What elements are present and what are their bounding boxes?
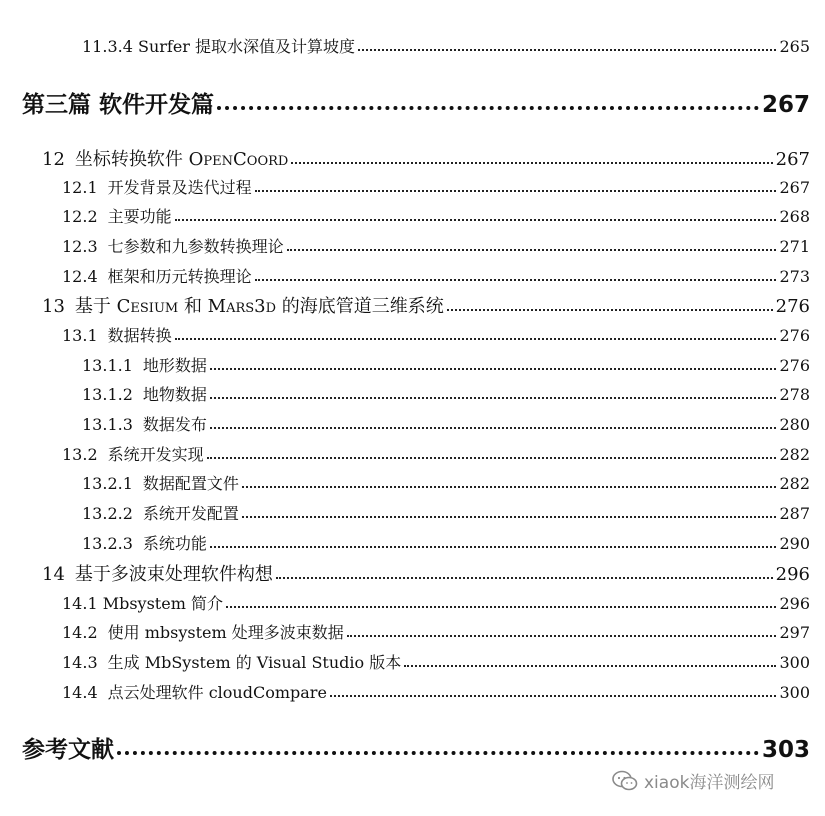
toc-entry-number: 12.1 — [62, 178, 98, 197]
toc-entry-title — [82, 34, 355, 57]
toc-entry-page: 273 — [779, 267, 810, 286]
toc-entry-number: 12 — [42, 149, 65, 170]
toc-references[interactable] — [22, 731, 810, 764]
toc-entry-number: 11.3.4 — [82, 37, 133, 56]
toc-subsection-13-1-3[interactable] — [82, 412, 810, 435]
toc-entry-title-text: 基于 — [74, 296, 117, 317]
toc-subsection-13-1-2[interactable] — [82, 382, 810, 405]
toc-entry-title: 生成 MbSystem 的 Visual Studio 版本 — [107, 653, 402, 672]
toc-entry-page: 267 — [761, 92, 810, 118]
toc-entry-number: 14 — [42, 564, 65, 585]
toc-entry-page: 297 — [779, 623, 810, 642]
dot-leader — [117, 749, 759, 755]
toc-subsection-13-2-2[interactable] — [82, 501, 810, 524]
toc-entry-title: 系统开发配置 — [142, 504, 239, 523]
toc-entry-title: 使用 mbsystem 处理多波束数据 — [107, 623, 344, 642]
toc-entry-title: 系统开发实现 — [107, 445, 204, 464]
toc-entry-title — [75, 292, 444, 318]
dot-leader — [255, 188, 777, 192]
dot-leader — [207, 455, 777, 459]
toc-section-14-3[interactable] — [62, 650, 810, 673]
toc-entry-number: 13.2 — [62, 445, 98, 464]
toc-section-13-1[interactable] — [62, 323, 810, 346]
toc-entry-number: 14.3 — [62, 653, 98, 672]
dot-leader — [276, 575, 773, 579]
dot-leader — [287, 247, 777, 251]
dot-leader — [330, 693, 777, 697]
toc-entry-title: 系统功能 — [142, 534, 207, 553]
toc-entry-title-text: 的海底管道三维系统 — [276, 296, 444, 317]
dot-leader — [291, 160, 772, 164]
toc-chapter-12[interactable] — [42, 145, 810, 171]
dot-leader — [217, 104, 759, 110]
toc-section-12-2[interactable] — [62, 204, 810, 227]
dot-leader — [175, 217, 777, 221]
toc-entry-title-text: 坐标转换软件 — [74, 149, 189, 170]
dot-leader — [210, 395, 777, 399]
toc-section-14-1[interactable] — [62, 591, 810, 614]
toc-entry-title: 地形数据 — [142, 356, 207, 375]
dot-leader — [358, 47, 776, 51]
toc-entry-number: 13.2.2 — [82, 504, 133, 523]
toc-section-12-1[interactable] — [62, 175, 810, 198]
toc-section-13-2[interactable] — [62, 442, 810, 465]
toc-entry-page: 278 — [779, 385, 810, 404]
toc-entry-title: 数据转换 — [107, 326, 172, 345]
toc-entry-page: 287 — [779, 504, 810, 523]
toc-entry-page: 303 — [761, 737, 810, 763]
toc-entry-title-text: Mbsystem 简介 — [102, 594, 223, 613]
toc-entry-number: 14.1 — [62, 594, 98, 613]
toc-entry-title: 数据发布 — [142, 415, 207, 434]
toc-entry-page: 267 — [779, 178, 810, 197]
toc-subsection-13-2-1[interactable] — [82, 471, 810, 494]
toc-entry-title: 数据配置文件 — [142, 474, 239, 493]
toc-entry-page: 268 — [779, 207, 810, 226]
toc-entry-title: 七参数和九参数转换理论 — [107, 237, 284, 256]
toc-entry-number: 13 — [42, 296, 65, 317]
toc-subsection-13-2-3[interactable] — [82, 531, 810, 554]
watermark — [612, 768, 774, 793]
toc-chapter-13[interactable] — [42, 292, 810, 318]
dot-leader — [447, 307, 773, 311]
toc-entry-title: 主要功能 — [107, 207, 172, 226]
toc-entry-page: 282 — [779, 474, 810, 493]
toc-entry-page: 296 — [775, 564, 810, 585]
watermark-text: xiaok海洋测绘网 — [644, 773, 775, 793]
toc-entry-page: 265 — [779, 37, 810, 56]
toc-subsection-13-1-1[interactable] — [82, 353, 810, 376]
dot-leader — [210, 544, 777, 548]
toc-entry-page: 300 — [779, 653, 810, 672]
toc-entry-page: 276 — [779, 326, 810, 345]
toc-entry-title-text: 和 — [178, 296, 208, 317]
toc-chapter-14[interactable] — [42, 560, 810, 586]
dot-leader — [226, 604, 776, 608]
dot-leader — [210, 366, 777, 370]
toc-entry-title-text: Surfer 提取水深值及计算坡度 — [137, 37, 356, 56]
toc-entry-title-smallcaps: OpenCoord — [188, 149, 289, 170]
toc-entry-title: 点云处理软件 cloudCompare — [107, 683, 327, 702]
toc-entry-page: 271 — [779, 237, 810, 256]
dot-leader — [210, 425, 777, 429]
toc-entry-page: 296 — [779, 594, 810, 613]
toc-entry-page: 267 — [775, 149, 810, 170]
toc-entry-title-smallcaps: Mars3d — [207, 296, 277, 317]
toc-entry-title: 开发背景及迭代过程 — [107, 178, 252, 197]
toc-section-14-4[interactable] — [62, 680, 810, 703]
dot-leader — [242, 484, 777, 488]
toc-entry-title: 地物数据 — [142, 385, 207, 404]
toc-entry-number: 12.3 — [62, 237, 98, 256]
toc-entry-page: 290 — [779, 534, 810, 553]
toc-entry-number: 12.4 — [62, 267, 98, 286]
toc-entry-11-3-4[interactable] — [82, 34, 810, 57]
wechat-icon — [612, 770, 638, 792]
dot-leader — [404, 663, 776, 667]
toc-section-12-3[interactable] — [62, 234, 810, 257]
toc-entry-number: 13.2.3 — [82, 534, 133, 553]
toc-entry-number: 14.2 — [62, 623, 98, 642]
toc-entry-number: 13.1 — [62, 326, 98, 345]
toc-part-3[interactable] — [22, 86, 810, 119]
toc-entry-page: 276 — [779, 356, 810, 375]
toc-entry-title-smallcaps: Cesium — [116, 296, 179, 317]
toc-entry-page: 300 — [779, 683, 810, 702]
toc-entry-number: 14.4 — [62, 683, 98, 702]
toc-part-title: 第三篇 软件开发篇 — [22, 91, 215, 118]
toc-entry-number: 12.2 — [62, 207, 98, 226]
dot-leader — [175, 336, 777, 340]
toc-entry-number: 13.1.1 — [82, 356, 133, 375]
toc-entry-title: 框架和历元转换理论 — [107, 267, 252, 286]
toc-entry-number: 13.1.2 — [82, 385, 133, 404]
toc-entry-title — [62, 591, 223, 614]
dot-leader — [255, 277, 777, 281]
toc-part-title: 参考文献 — [22, 736, 114, 763]
toc-entry-page: 280 — [779, 415, 810, 434]
toc-entry-title — [75, 145, 288, 171]
toc-section-14-2[interactable] — [62, 620, 810, 643]
toc-entry-page: 282 — [779, 445, 810, 464]
dot-leader — [347, 633, 777, 637]
toc-section-12-4[interactable] — [62, 264, 810, 287]
toc-entry-number: 13.2.1 — [82, 474, 133, 493]
dot-leader — [242, 514, 777, 518]
toc-entry-page: 276 — [775, 296, 810, 317]
toc-entry-title: 基于多波束处理软件构想 — [74, 564, 273, 585]
toc-entry-number: 13.1.3 — [82, 415, 133, 434]
